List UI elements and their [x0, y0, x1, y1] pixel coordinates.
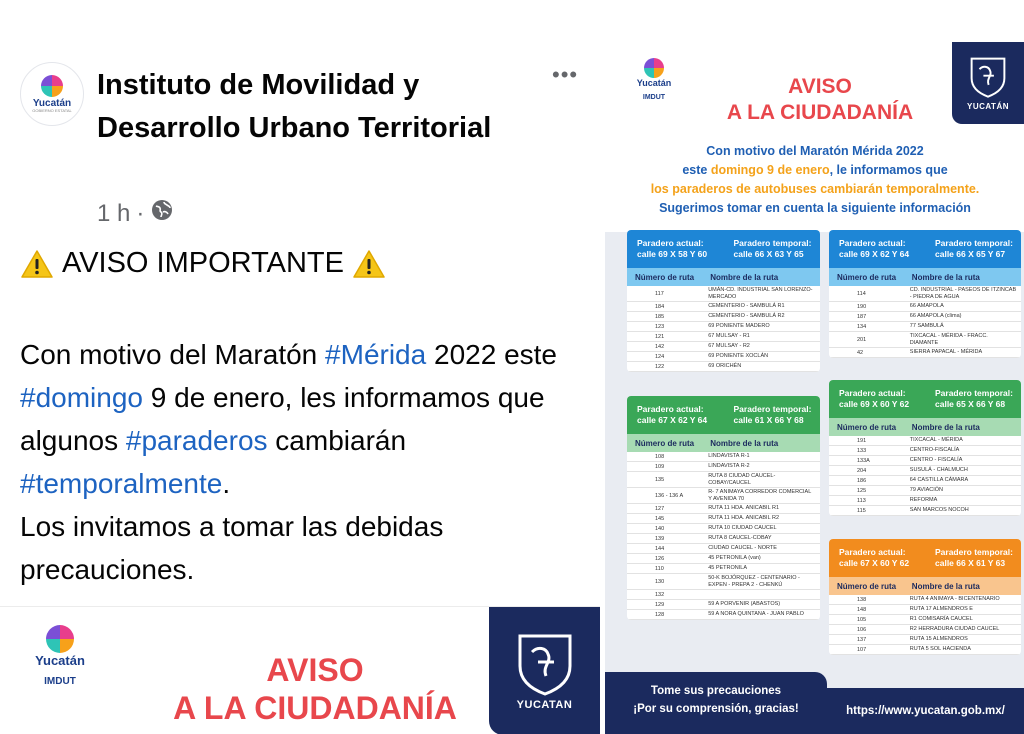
route-name: SIERRA PAPACAL - MÉRIDA [909, 349, 983, 356]
route-number: 125 [857, 487, 867, 494]
table-header [829, 380, 1021, 418]
route-name: TIXCACAL - MÉRIDA - FRACC. DIAMANTE [909, 333, 988, 346]
route-name: CEMENTERIO - SAMBULÁ R1 [708, 303, 785, 310]
route-name: 50-K BOJÓRQUEZ - CENTENARIO - EXPEN - PREPA 2 - CHENKÚ [708, 575, 800, 588]
route-number: 132 [655, 591, 665, 598]
route-number: 139 [655, 535, 665, 542]
route-table-1 [627, 230, 820, 372]
route-name: RUTA 10 CIUDAD CAUCEL [708, 525, 777, 532]
route-table-3 [627, 396, 820, 620]
route-number: 204 [857, 467, 867, 474]
route-number: 140 [655, 525, 665, 532]
route-name: RUTA 11 HDA. ANICABIL R2 [708, 515, 779, 522]
avatar-brand: Yucatán [32, 97, 72, 109]
current-stop: Paradero actual: calle 69 X 58 Y 60 [637, 238, 708, 259]
table-row [627, 352, 820, 362]
route-name: CEMENTERIO - SAMBULÁ R2 [708, 313, 785, 320]
route-number: 115 [857, 507, 866, 514]
table-header [829, 539, 1021, 577]
table-row [627, 544, 820, 554]
route-number: 126 [655, 555, 665, 562]
poster-intro [625, 142, 1005, 218]
route-number: 134 [857, 323, 867, 330]
route-name: R- 7 ANIMAYA CORREDOR COMERCIAL Y AVENIDA 70 [708, 489, 812, 502]
column-route-number: Número de ruta [635, 272, 695, 282]
intro-highlight: domingo 9 de enero [710, 163, 830, 177]
route-name: CIUDAD CAUCEL - NORTE [708, 545, 777, 552]
table-row [829, 635, 1021, 645]
logo-icon [46, 625, 74, 653]
route-number: 117 [655, 290, 664, 297]
route-name: UMÁN-CD. INDUSTRIAL SAN LORENZO- MERCADO [708, 287, 813, 300]
table-row [829, 466, 1021, 476]
post-image-preview[interactable] [0, 606, 600, 734]
current-stop: Paradero actual: calle 67 X 60 Y 62 [839, 547, 910, 568]
poster-imdut: IMDUT [642, 94, 666, 101]
route-name: RUTA 15 ALMENDROS [909, 636, 968, 643]
route-number: 142 [655, 343, 665, 350]
route-name: 79 AVIACIÓN [909, 487, 944, 494]
route-table-2 [829, 230, 1021, 358]
important-notice-line [20, 247, 386, 280]
route-name: RUTA 5 SOL HACIENDA [909, 646, 971, 653]
route-number: 113 [857, 497, 866, 504]
route-number: 186 [857, 477, 867, 484]
body-text: Los invitamos a tomar las debidas precauciones. [20, 511, 444, 585]
route-name: SUSULÁ - CHALMUCH [909, 467, 968, 474]
footer-line-1: Tome sus precauciones [650, 685, 782, 697]
warning-icon [352, 249, 386, 279]
body-text: cambiarán [267, 425, 407, 456]
route-number: 148 [857, 606, 867, 613]
avatar-subtitle: GOBIERNO ESTATAL [32, 107, 72, 113]
route-name: R1 COMISARÍA CAUCEL [909, 616, 973, 623]
route-number: 144 [655, 545, 665, 552]
column-route-number: Número de ruta [635, 438, 695, 448]
route-number: 136 - 136 A [655, 492, 684, 499]
route-number: 138 [857, 596, 867, 603]
post-timestamp[interactable]: 1 h [97, 199, 131, 227]
route-name: TIXCACAL - MÉRIDA [909, 437, 963, 444]
route-number: 110 [655, 565, 664, 572]
table-row [627, 472, 820, 488]
column-route-name: Nombre de la ruta [911, 422, 980, 432]
column-headers [829, 577, 1021, 595]
route-name: 69 ORICHÉN [708, 363, 742, 370]
column-route-name: Nombre de la ruta [911, 272, 980, 282]
column-headers [829, 418, 1021, 436]
route-number: 123 [655, 323, 665, 330]
current-stop: Paradero actual: calle 69 X 62 Y 64 [839, 238, 910, 259]
route-name: 66 AMAPOLA [909, 303, 944, 310]
route-number: 121 [655, 333, 665, 340]
route-name: RUTA 8 CIUDAD CAUCEL-COBAY/CAUCEL [708, 473, 776, 486]
footer-line-2: ¡Por su comprensión, gracias! [633, 703, 799, 715]
route-number: 127 [655, 505, 665, 512]
intro-line-2 [625, 161, 1005, 180]
table-row [829, 348, 1021, 358]
table-row [627, 600, 820, 610]
notice-poster[interactable] [605, 42, 1024, 734]
meta-separator: · [136, 199, 145, 227]
column-headers [627, 434, 820, 452]
poster-footer-url: https://www.yucatan.gob.mx/ [827, 688, 1024, 734]
route-number: 128 [655, 611, 665, 618]
route-number: 124 [655, 353, 665, 360]
route-name: 66 AMAPOLA (clima) [909, 313, 962, 320]
table-row [829, 332, 1021, 348]
preview-title [160, 651, 470, 727]
table-row [627, 286, 820, 302]
route-name: RUTA 11 HDA. ANICABIL R1 [708, 505, 779, 512]
shield-crest-icon [489, 607, 600, 734]
table-row [627, 524, 820, 534]
route-name: 69 PONIENTE MADERO [708, 323, 770, 330]
column-route-number: Número de ruta [837, 581, 897, 591]
route-name: 45 PETRONILA [708, 565, 748, 572]
route-name: 59 A PORVENIR (ABASTOS) [708, 601, 781, 608]
poster-header [605, 42, 1024, 232]
temporary-stop: Paradero temporal: calle 66 X 63 Y 65 [733, 238, 812, 259]
route-number: 105 [857, 616, 867, 623]
preview-title-line1: AVISO [266, 652, 364, 688]
route-name: RUTA 4 ANIMAYA - BICENTENARIO [909, 596, 1000, 603]
route-name: 59 A NORA QUINTANA - JUAN PABLO [708, 611, 804, 618]
route-name: R2 HERRADURA CIUDAD CAUCEL [909, 626, 1000, 633]
column-headers [627, 268, 820, 286]
route-name: 77 SAMBULÁ [909, 323, 944, 330]
shield-crest-icon [952, 42, 1024, 124]
column-route-name: Nombre de la ruta [710, 272, 779, 282]
route-name: 45 PETRONILA (van) [708, 555, 761, 562]
route-number: 107 [857, 646, 867, 653]
table-header [627, 396, 820, 434]
table-row [829, 286, 1021, 302]
table-row [627, 504, 820, 514]
route-name: CENTRO-FISCALÍA [909, 447, 960, 454]
table-row [627, 362, 820, 372]
shield-word: YUCATAN [516, 698, 573, 711]
route-number: 190 [857, 303, 867, 310]
route-number: 137 [857, 636, 867, 643]
globe-icon [150, 198, 174, 229]
route-name: REFORMA [909, 497, 938, 504]
table-row [829, 605, 1021, 615]
table-row [829, 625, 1021, 635]
table-row [627, 462, 820, 472]
poster-logo [629, 58, 679, 101]
intro-line-3: los paraderos de autobuses cambiarán temporalmente. [650, 182, 980, 196]
table-row [627, 610, 820, 620]
page-name-link[interactable]: Instituto de Movilidad y Desarrollo Urbano Territorial [97, 69, 492, 144]
table-row [627, 564, 820, 574]
route-number: 129 [655, 601, 665, 608]
table-header [627, 230, 820, 268]
route-name: 69 PONIENTE XOCLÁN [708, 353, 769, 360]
table-row [829, 312, 1021, 322]
preview-imdut: IMDUT [44, 676, 76, 687]
table-row [627, 332, 820, 342]
route-name: CD. INDUSTRIAL - PASEOS DE ITZINCAB - PIEDRA DE AGUA [909, 287, 1017, 300]
table-row [829, 456, 1021, 466]
temporary-stop: Paradero temporal: calle 66 X 61 Y 63 [935, 547, 1013, 568]
warning-icon [20, 249, 54, 279]
table-row [627, 488, 820, 504]
route-name: 67 MULSAY - R1 [708, 333, 750, 340]
column-headers [829, 268, 1021, 286]
poster-footer-message [605, 672, 827, 734]
route-number: 106 [857, 626, 867, 633]
intro-text: , le informamos que [829, 163, 948, 177]
route-number: 133 [857, 447, 867, 454]
route-number: 135 [655, 476, 665, 483]
table-row [627, 514, 820, 524]
route-name: LINDAVISTA R-1 [708, 453, 750, 460]
route-name [704, 594, 820, 596]
table-row [627, 342, 820, 352]
route-number: 187 [857, 313, 867, 320]
table-row [829, 486, 1021, 496]
route-name: CENTRO - FISCALÍA [909, 457, 963, 464]
current-stop: Paradero actual: calle 69 X 60 Y 62 [839, 388, 910, 409]
preview-brand: Yucatán [35, 653, 85, 668]
table-header [829, 230, 1021, 268]
intro-line-1: Con motivo del Maratón Mérida 2022 [706, 144, 924, 158]
route-number: 109 [655, 463, 665, 470]
table-row [829, 595, 1021, 605]
route-name: LINDAVISTA R-2 [708, 463, 750, 470]
body-text: Con motivo del Maratón [20, 339, 326, 370]
table-row [627, 574, 820, 590]
table-row [829, 496, 1021, 506]
table-row [627, 452, 820, 462]
intro-text: este [682, 163, 711, 177]
route-number: 191 [857, 437, 867, 444]
route-number: 42 [857, 349, 864, 356]
route-number: 184 [655, 303, 665, 310]
poster-brand: Yucatán [636, 78, 672, 88]
current-stop: Paradero actual: calle 67 X 62 Y 64 [637, 404, 708, 425]
table-row [829, 446, 1021, 456]
table-row [829, 506, 1021, 516]
route-number: 130 [655, 578, 665, 585]
hashtag-domingo[interactable]: #domingo [20, 382, 143, 413]
route-number: 133A [857, 457, 870, 464]
route-name: SAN MARCOS NOCOH [909, 507, 969, 514]
table-row [829, 645, 1021, 655]
preview-title-line2: A LA CIUDADANÍA [173, 690, 457, 726]
column-route-number: Número de ruta [837, 422, 897, 432]
table-row [829, 476, 1021, 486]
preview-logo [25, 625, 95, 687]
more-options-icon[interactable]: ••• [552, 62, 579, 87]
route-number: 108 [655, 453, 665, 460]
logo-icon [41, 75, 63, 97]
poster-title-line2: A LA CIUDADANÍA [726, 101, 914, 124]
page-avatar[interactable] [20, 62, 84, 126]
hashtag-paraderos[interactable]: #paraderos [125, 425, 268, 456]
table-row [627, 312, 820, 322]
body-text: 2022 este [426, 339, 557, 370]
table-row [627, 302, 820, 312]
post-body [20, 333, 590, 591]
route-name: RUTA 17 ALMENDROS E [909, 606, 973, 613]
hashtag-temporalmente[interactable]: #temporalmente [20, 468, 223, 499]
route-number: 201 [857, 336, 867, 343]
route-name: 64 CASTILLA CÁMARA [909, 477, 969, 484]
shield-word: YUCATÁN [966, 102, 1009, 111]
poster-title [695, 74, 945, 126]
intro-line-4: Sugerimos tomar en cuenta la siguiente información [659, 201, 971, 215]
table-row [829, 615, 1021, 625]
route-table-4 [829, 380, 1021, 516]
body-text: . [222, 468, 231, 499]
route-name: RUTA 8 CAUCEL-COBAY [708, 535, 772, 542]
table-row [627, 322, 820, 332]
temporary-stop: Paradero temporal: calle 61 X 66 Y 68 [733, 404, 812, 425]
table-row [627, 534, 820, 544]
table-row [627, 554, 820, 564]
table-row [829, 322, 1021, 332]
route-number: 145 [655, 515, 665, 522]
poster-title-line1: AVISO [788, 75, 852, 98]
table-row [627, 590, 820, 600]
route-number: 122 [655, 363, 665, 370]
route-number: 114 [857, 290, 866, 297]
temporary-stop: Paradero temporal: calle 65 X 66 Y 68 [935, 388, 1013, 409]
column-route-number: Número de ruta [837, 272, 897, 282]
table-row [829, 302, 1021, 312]
table-row [829, 436, 1021, 446]
route-name: 67 MULSAY - R2 [708, 343, 750, 350]
logo-icon [644, 58, 664, 78]
route-number: 185 [655, 313, 665, 320]
temporary-stop: Paradero temporal: calle 66 X 65 Y 67 [935, 238, 1013, 259]
route-table-5 [829, 539, 1021, 655]
hashtag-merida[interactable]: #Mérida [325, 339, 427, 370]
post-meta [97, 198, 174, 229]
column-route-name: Nombre de la ruta [710, 438, 779, 448]
important-notice-text: AVISO IMPORTANTE [62, 247, 344, 279]
column-route-name: Nombre de la ruta [911, 581, 980, 591]
body-text: 9 de enero, les informamos que algunos [20, 382, 545, 456]
